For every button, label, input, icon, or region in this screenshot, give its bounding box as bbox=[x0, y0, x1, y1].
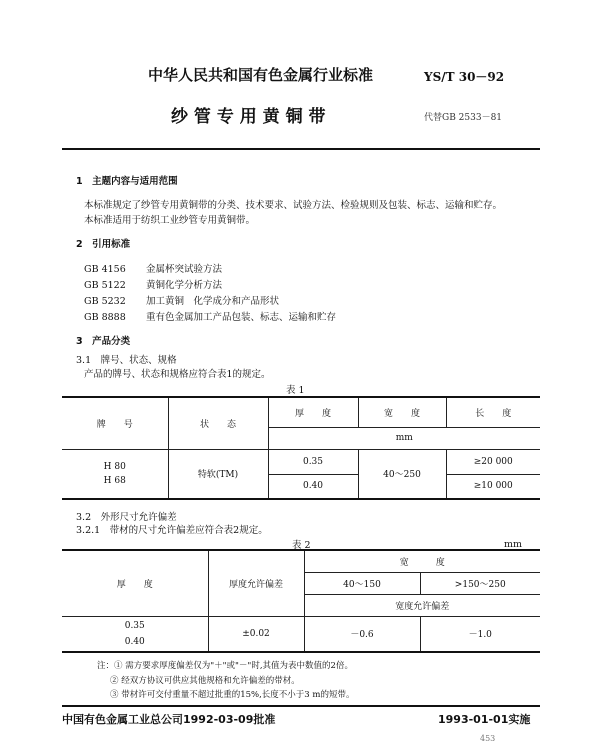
replaces-standard: 代替GB 2533－81 bbox=[424, 113, 503, 123]
section-1-paragraph-1: 本标准规定了纱管专用黄铜带的分类、技术要求、试验方法、检验规则及包装、标志、运输和贮存。 bbox=[84, 200, 503, 211]
table-2-unit: mm bbox=[504, 539, 523, 550]
table-1-caption: 表 1 bbox=[286, 385, 305, 396]
table-1-width-cell: 40～250 bbox=[358, 449, 446, 499]
table-1-grade-h68: H 68 bbox=[103, 475, 126, 486]
table-2-thickness-1: 0.35 bbox=[124, 620, 145, 631]
document-title: 纱 管 专 用 黄 铜 带 bbox=[171, 107, 326, 127]
table-2-tolerance-value: ±0.02 bbox=[208, 616, 304, 652]
table-2-header-tolerance: 厚度允许偏差 bbox=[208, 550, 304, 616]
section-3-1-paragraph: 产品的牌号、状态和规格应符合表1的规定。 bbox=[84, 369, 271, 380]
table-1 bbox=[62, 396, 540, 500]
table-2-header-width-tolerance: 宽度允许偏差 bbox=[304, 594, 540, 616]
table-1-header-grade: 牌 号 bbox=[62, 397, 168, 449]
table-1-unit: mm bbox=[268, 427, 540, 449]
table-1-thickness-2: 0.40 bbox=[268, 474, 358, 499]
standard-code: YS/T 30－92 bbox=[424, 70, 505, 84]
table-1-header-length: 长 度 bbox=[446, 397, 540, 427]
table-1-grade-cell bbox=[62, 449, 168, 499]
section-3-2-title: 3.2 外形尺寸允许偏差 bbox=[76, 512, 177, 523]
table-1-thickness-1: 0.35 bbox=[268, 449, 358, 474]
table-1-temper-cell: 特软(TM) bbox=[168, 449, 268, 499]
footer-divider bbox=[62, 705, 540, 707]
note-3: ③ 带材许可交付重量不超过批重的15%,长度不小于3 m的短带。 bbox=[110, 690, 355, 700]
reference-item bbox=[84, 309, 336, 323]
table-1-header-thickness: 厚 度 bbox=[268, 397, 358, 427]
table-2-thickness-2: 0.40 bbox=[124, 636, 145, 647]
table-1-header-width: 宽 度 bbox=[358, 397, 446, 427]
table-1-length-2: ≥10 000 bbox=[446, 474, 540, 499]
header-divider bbox=[62, 148, 540, 150]
reference-item bbox=[84, 277, 222, 291]
section-3-1-title: 3.1 牌号、状态、规格 bbox=[76, 355, 177, 366]
table-2-width-range-1: 40～150 bbox=[304, 572, 420, 594]
section-3-2-1-title: 3.2.1 带材的尺寸允许偏差应符合表2规定。 bbox=[76, 525, 268, 536]
table-2 bbox=[62, 549, 540, 653]
note-1: 注：① 需方要求厚度偏差仅为"＋"或"－"时,其值为表中数值的2倍。 bbox=[97, 661, 353, 671]
reference-item bbox=[84, 261, 222, 275]
table-2-width-tolerance-2: －1.0 bbox=[420, 616, 540, 652]
reference-code: GB 5122 bbox=[84, 280, 126, 291]
table-2-thickness-cell bbox=[62, 616, 208, 652]
reference-name: 加工黄铜 化学成分和产品形状 bbox=[146, 296, 280, 307]
reference-name: 金属杯突试验方法 bbox=[146, 264, 223, 275]
table-2-caption: 表 2 bbox=[292, 540, 311, 551]
reference-code: GB 4156 bbox=[84, 264, 126, 275]
reference-name: 重有色金属加工产品包装、标志、运输和贮存 bbox=[146, 312, 337, 323]
section-1-title: 1 主题内容与适用范围 bbox=[76, 176, 178, 187]
reference-code: GB 5232 bbox=[84, 296, 126, 307]
section-1-paragraph-2: 本标准适用于纺织工业纱管专用黄铜带。 bbox=[84, 215, 256, 226]
table-1-grade-h80: H 80 bbox=[103, 461, 126, 472]
reference-item bbox=[84, 293, 279, 307]
effective-date: 1993-01-01实施 bbox=[438, 713, 531, 726]
table-1-header-temper: 状 态 bbox=[168, 397, 268, 449]
org-standard-title: 中华人民共和国有色金属行业标准 bbox=[148, 66, 374, 84]
table-1-length-1: ≥20 000 bbox=[446, 449, 540, 474]
reference-name: 黄铜化学分析方法 bbox=[146, 280, 223, 291]
table-2-header-thickness: 厚 度 bbox=[62, 550, 208, 616]
note-2: ② 经双方协议可供应其他规格和允许偏差的带材。 bbox=[110, 676, 300, 686]
approval-line: 中国有色金属工业总公司1992-03-09批准 bbox=[62, 713, 276, 726]
page-number: 453 bbox=[480, 734, 496, 743]
table-2-header-width: 宽 度 bbox=[304, 550, 540, 572]
reference-code: GB 8888 bbox=[84, 312, 126, 323]
table-2-width-tolerance-1: －0.6 bbox=[304, 616, 420, 652]
table-2-width-range-2: >150～250 bbox=[420, 572, 540, 594]
section-3-title: 3 产品分类 bbox=[76, 336, 131, 347]
section-2-title: 2 引用标准 bbox=[76, 239, 131, 250]
